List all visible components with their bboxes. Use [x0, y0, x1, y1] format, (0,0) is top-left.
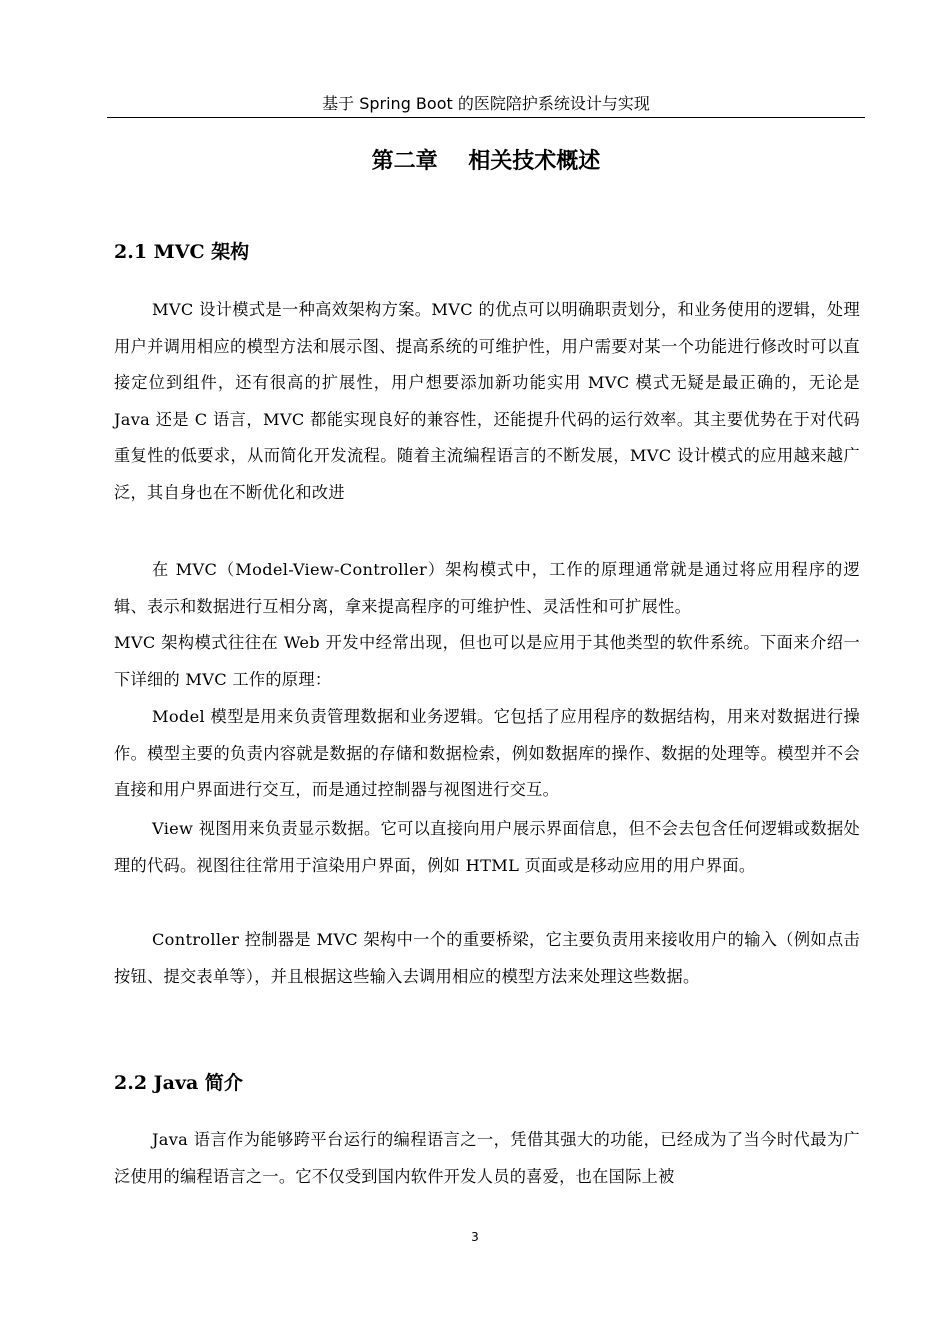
paragraph-mvc-web: MVC 架构模式往往在 Web 开发中经常出现，但也可以是应用于其他类型的软件系统。下面来介绍一下详细的 MVC 工作的原理： [114, 633, 860, 689]
section-heading-java: 2.2 Java 简介 [114, 1072, 243, 1094]
chapter-title: 第二章 相关技术概述 [371, 149, 601, 174]
header-rule [107, 117, 865, 118]
section-heading-mvc: 2.1 MVC 架构 [114, 241, 250, 263]
paragraph-java-intro: Java 语言作为能够跨平台运行的编程语言之一，凭借其强大的功能，已经成为了当今时代最为广泛使用的编程语言之一。它不仅受到国内软件开发人员的喜爱，也在国际上被 [114, 1130, 860, 1186]
paragraph-view: View 视图用来负责显示数据。它可以直接向用户展示界面信息，但不会去包含任何逻辑或数据处理的代码。视图往往常用于渲染用户界面，例如 HTML 页面或是移动应用的用户界面。 [114, 819, 860, 875]
paragraph-mvc-principle: 在 MVC（Model-View-Controller）架构模式中，工作的原理通常就是通过将应用程序的逻辑、表示和数据进行互相分离，拿来提高程序的可维护性、灵活性和可扩展性。 [114, 560, 860, 616]
page-number: 3 [471, 1230, 479, 1244]
running-header: 基于 Spring Boot 的医院陪护系统设计与实现 [322, 94, 650, 113]
paragraph-controller: Controller 控制器是 MVC 架构中一个的重要桥梁，它主要负责用来接收用户的输入（例如点击按钮、提交表单等），并且根据这些输入去调用相应的模型方法来处理这些数据。 [114, 930, 860, 986]
paragraph-model: Model 模型是用来负责管理数据和业务逻辑。它包括了应用程序的数据结构，用来对数据进行操作。模型主要的负责内容就是数据的存储和数据检索，例如数据库的操作、数据的处理等。模型并不会直接和用户界面进行交互，而是通过控制器与视图进行交互。 [114, 707, 860, 800]
paragraph-mvc-intro: MVC 设计模式是一种高效架构方案。MVC 的优点可以明确职责划分，和业务使用的逻辑，处理用户并调用相应的模型方法和展示图、提高系统的可维护性，用户需要对某一个功能进行修改时可以直接定位到组件，还有很高的扩展性，用户想要添加新功能实用 MVC 模式无疑是最正确的，无论是 Java 还是 C 语言，MVC 都能实现良好的兼容性，还能提升代码的运行效率。其主要优势在于对代码重复性的低要求，从而简化开发流程。随着主流编程语言的不断发展，MVC 设计模式的应用越来越广泛，其自身也在不断优化和改进 [114, 300, 860, 502]
